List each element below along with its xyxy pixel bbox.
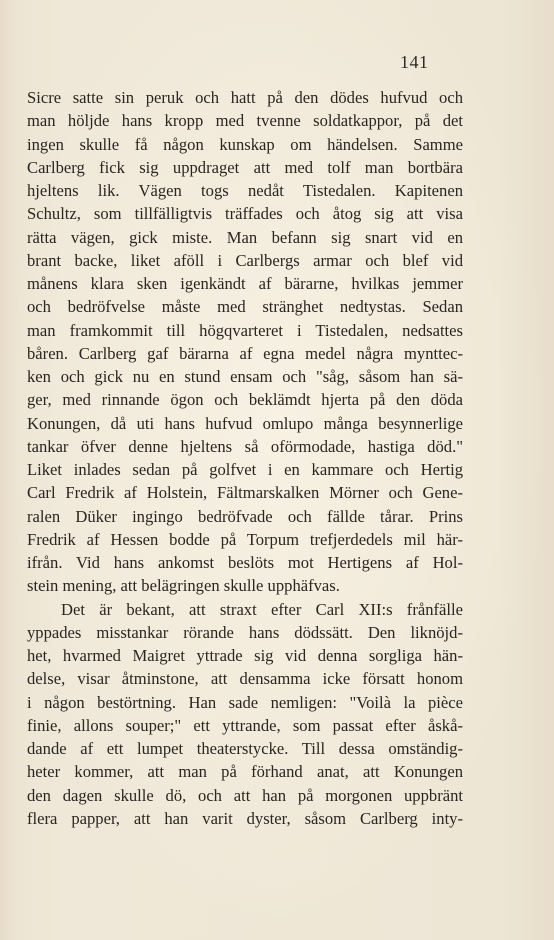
text-line: delse, visar åtminstone, att densamma icke försatt honom	[27, 669, 463, 689]
text-line: tankar öfver denne hjeltens så oförmodade, hastiga död."	[27, 436, 463, 456]
text-line: hjeltens lik. Vägen togs nedåt Tistedalen. Kapitenen	[27, 181, 463, 200]
text-line: brant backe, liket aföll i Carlbergs armar och blef vid	[27, 250, 463, 270]
text-line: Schultz, som tillfälligtvis träffades och åtog sig att visa	[27, 204, 463, 224]
text-line: båren. Carlberg gaf bärarna af egna medel några mynttec-	[27, 343, 463, 363]
text-line: het, hvarmed Maigret yttrade sig vid denna sorgliga hän-	[27, 646, 463, 665]
text-line: Carlberg fick sig uppdraget att med tolf man bortbära	[27, 157, 463, 177]
text-line: ger, med rinnande ögon och beklämdt hjerta på den döda	[27, 390, 463, 410]
text-line: Det är bekant, att straxt efter Carl XII:s frånfälle	[61, 599, 463, 619]
text-line: man höljde hans kropp med tvenne soldatkappor, på det	[27, 111, 463, 131]
body-text	[27, 86, 463, 830]
text-line: rätta vägen, gick miste. Man befann sig snart vid en	[27, 227, 463, 247]
text-line: och bedröfvelse måste med stränghet nedtystas. Sedan	[27, 297, 463, 317]
text-line: månens klara sken igenkändt af bärarne, hvilkas jemmer	[27, 274, 463, 293]
text-line: ken och gick nu en stund ensam och "såg, såsom han sä-	[27, 367, 463, 386]
text-line: finie, allons souper;" ett yttrande, som passat efter åskå-	[27, 715, 463, 735]
text-line: stein mening, att belägringen skulle upphäfvas.	[27, 576, 340, 596]
text-line: yppades misstankar rörande hans dödssätt. Den liknöjd-	[27, 622, 463, 642]
text-line: dande af ett lumpet theaterstycke. Till dessa omständig-	[27, 739, 463, 758]
text-line: ingen skulle få någon kunskap om händelsen. Samme	[27, 134, 463, 154]
text-line: Konungen, då uti hans hufvud omlupo många besynnerlige	[27, 413, 463, 433]
text-line: ifrån. Vid hans ankomst beslöts mot Hertigens af Hol-	[27, 553, 463, 572]
page-number: 141	[400, 52, 429, 72]
text-line: Carl Fredrik af Holstein, Fältmarskalken Mörner och Gene-	[27, 483, 463, 503]
text-line: Fredrik af Hessen bodde på Torpum trefjerdedels mil här-	[27, 529, 463, 549]
text-line: flera papper, att han varit dyster, såsom Carlberg inty-	[27, 808, 463, 828]
text-line: man framkommit till högqvarteret i Tistedalen, nedsattes	[27, 320, 463, 340]
text-line: Sicre satte sin peruk och hatt på den dödes hufvud och	[27, 88, 463, 107]
text-line: ralen Düker ingingo bedröfvade och fällde tårar. Prins	[27, 506, 463, 526]
text-line: i någon bestörtning. Han sade nemligen: "Voilà la pièce	[27, 692, 463, 712]
text-line: Liket inlades sedan på golfvet i en kammare och Hertig	[27, 460, 463, 479]
text-line: den dagen skulle dö, och att han på morgonen uppbränt	[27, 785, 463, 805]
text-line: heter kommer, att man på förhand anat, att Konungen	[27, 762, 463, 782]
